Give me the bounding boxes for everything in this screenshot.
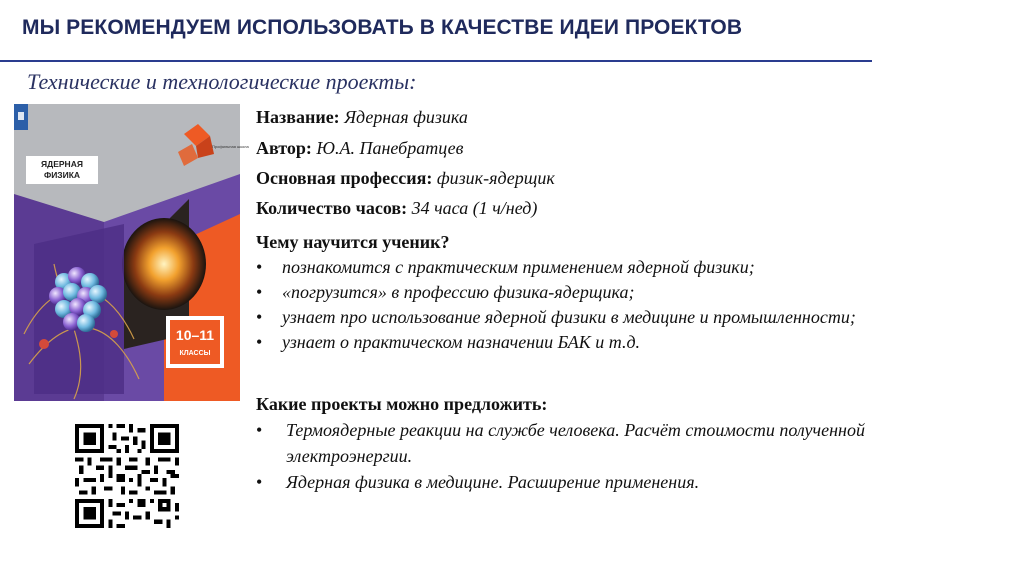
list-item: • познакомится с практическим применением ядерной физики;	[256, 255, 856, 280]
bullet-icon: •	[256, 282, 263, 302]
bullet-icon: •	[256, 420, 263, 440]
cover-title-line1: ЯДЕРНАЯ	[41, 159, 83, 169]
cover-grade: 10–11	[175, 327, 215, 343]
book-profession-value: физик-ядерщик	[436, 168, 555, 188]
list-item: • «погрузится» в профессию физика-ядерщика;	[256, 280, 856, 305]
book-author-label: Автор:	[256, 138, 312, 158]
section-subtitle: Технические и технологические проекты:	[27, 69, 417, 94]
list-item: • Ядерная физика в медицине. Расширение применения.	[256, 469, 926, 495]
book-hours-row	[256, 198, 537, 219]
bullet-icon: •	[256, 307, 263, 327]
page-title: МЫ РЕКОМЕНДУЕМ ИСПОЛЬЗОВАТЬ В КАЧЕСТВЕ ИДЕИ ПРОЕКТОВ	[22, 16, 743, 39]
list-item: • узнает о практическом назначении БАК и т.д.	[256, 330, 856, 355]
bullet-icon: •	[256, 332, 263, 352]
cover-logo-text: Профильная школа	[212, 144, 249, 149]
book-author-value: Ю.А. Панебратцев	[316, 138, 464, 158]
book-author-row	[256, 138, 463, 159]
list-item: • узнает про использование ядерной физики в медицине и промышленности;	[256, 305, 856, 330]
list-item: • Термоядерные реакции на службе человека. Расчёт стоимости полученной электроэнергии.	[256, 417, 926, 469]
bullet-icon: •	[256, 472, 263, 492]
learn-list	[256, 255, 856, 355]
book-profession-label: Основная профессия:	[256, 168, 433, 188]
learn-heading: Чему научится ученик?	[256, 232, 450, 252]
book-hours-label: Количество часов:	[256, 198, 408, 218]
book-cover-image	[14, 104, 249, 401]
book-name-value: Ядерная физика	[344, 107, 468, 127]
title-divider	[0, 60, 872, 62]
projects-list	[256, 417, 926, 495]
qr-code[interactable]	[74, 424, 180, 528]
book-name-row	[256, 107, 468, 128]
projects-heading: Какие проекты можно предложить:	[256, 394, 548, 414]
book-name-label: Название:	[256, 107, 340, 127]
cover-title-line2: ФИЗИКА	[43, 170, 81, 180]
cover-grade-label: КЛАССЫ	[179, 350, 211, 357]
bullet-icon: •	[256, 257, 263, 277]
book-profession-row	[256, 168, 555, 189]
book-hours-value: 34 часа (1 ч/нед)	[411, 198, 538, 218]
